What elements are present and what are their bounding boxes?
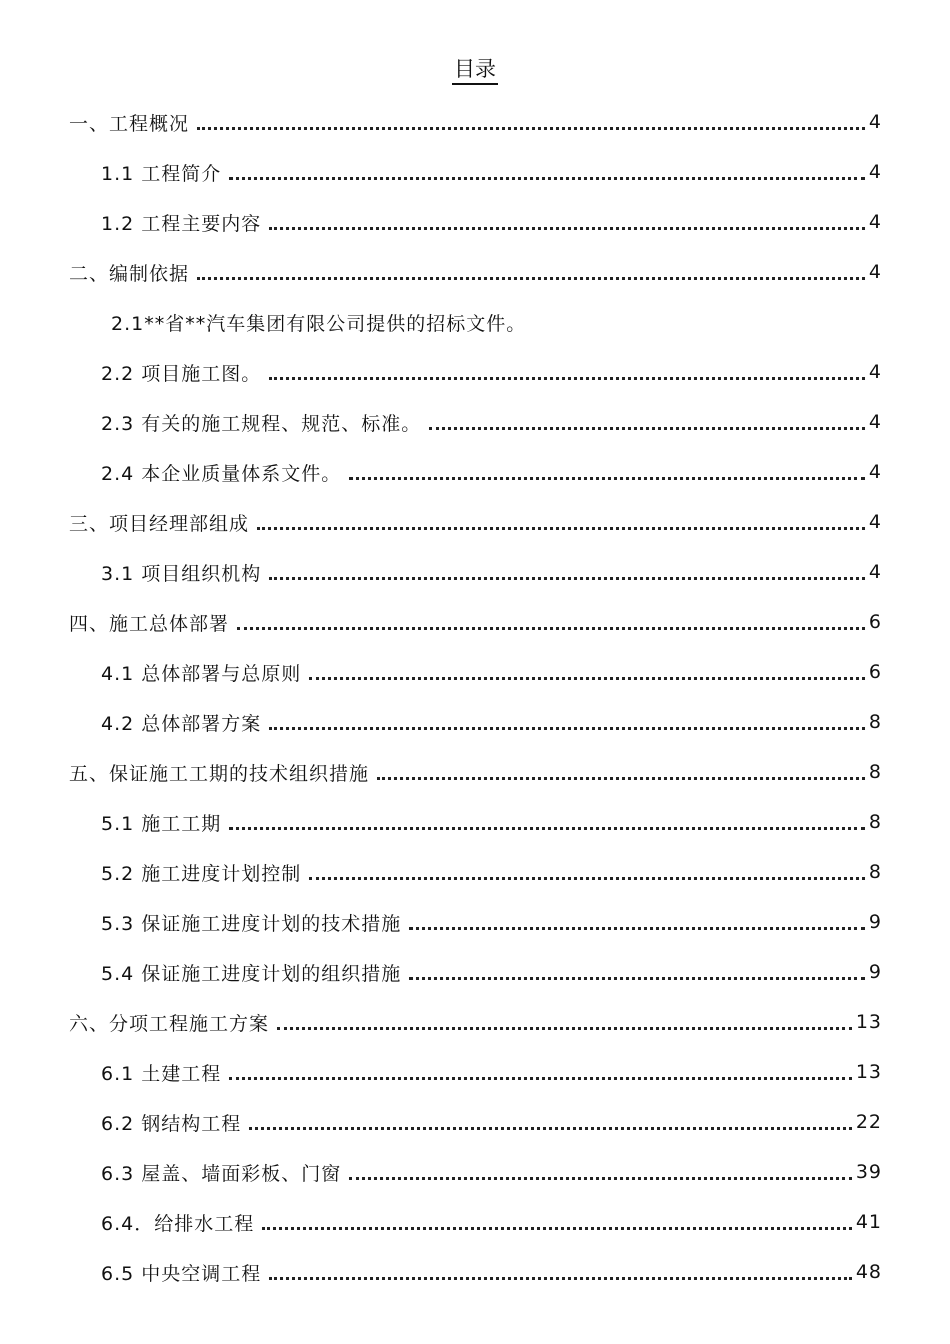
toc-entry-label: 6.5 中央空调工程 — [101, 1262, 262, 1285]
toc-entry[interactable] — [0, 947, 950, 997]
toc-entry[interactable] — [0, 1097, 950, 1147]
toc-dot-leader — [249, 1127, 852, 1130]
toc-entry-page: 8 — [868, 711, 882, 733]
toc-dot-leader — [377, 777, 865, 780]
toc-entry-label: 4.1 总体部署与总原则 — [101, 662, 302, 685]
toc-entry-label: 6.2 钢结构工程 — [101, 1112, 242, 1135]
toc-entry[interactable] — [0, 1047, 950, 1097]
toc-entry-page: 9 — [868, 961, 882, 983]
toc-dot-leader — [229, 177, 865, 180]
toc-dot-leader — [277, 1027, 852, 1030]
toc-entry-page: 4 — [868, 411, 882, 433]
toc-entry-label: 2.2 项目施工图。 — [101, 362, 262, 385]
toc-dot-leader — [309, 877, 865, 880]
toc-entry-label: 3.1 项目组织机构 — [101, 562, 262, 585]
toc-dot-leader — [229, 1077, 852, 1080]
toc-dot-leader — [409, 977, 865, 980]
toc-entry-label: 5.1 施工工期 — [101, 812, 222, 835]
toc-entry[interactable] — [0, 447, 950, 497]
toc-entry[interactable] — [0, 297, 950, 347]
toc-entry-label: 6.4．给排水工程 — [101, 1212, 255, 1235]
toc-entry-label: 5.3 保证施工进度计划的技术措施 — [101, 912, 402, 935]
toc-entry-page: 4 — [868, 161, 882, 183]
toc-dot-leader — [309, 677, 865, 680]
toc-entry-label: 2.1**省**汽车集团有限公司提供的招标文件。 — [111, 312, 527, 335]
toc-entry[interactable] — [0, 1197, 950, 1247]
toc-dot-leader — [257, 527, 865, 530]
toc-entry-page: 4 — [868, 261, 882, 283]
toc-entry-page: 4 — [868, 561, 882, 583]
toc-entry[interactable] — [0, 347, 950, 397]
toc-entry-page: 39 — [855, 1161, 882, 1183]
toc-dot-leader — [269, 1277, 852, 1280]
toc-entry[interactable] — [0, 97, 950, 147]
toc-entry-page: 8 — [868, 861, 882, 883]
toc-title-text: 目录 — [452, 55, 498, 85]
toc-entry-label: 6.1 土建工程 — [101, 1062, 222, 1085]
toc-entry[interactable] — [0, 497, 950, 547]
toc-entry-label: 2.3 有关的施工规程、规范、标准。 — [101, 412, 422, 435]
toc-entry-page: 6 — [868, 661, 882, 683]
toc-entry-label: 二、编制依据 — [69, 262, 190, 285]
toc-entry-page: 8 — [868, 811, 882, 833]
toc-entry-label: 6.3 屋盖、墙面彩板、门窗 — [101, 1162, 342, 1185]
toc-entry[interactable] — [0, 797, 950, 847]
toc-entry-page: 9 — [868, 911, 882, 933]
toc-dot-leader — [269, 577, 865, 580]
toc-dot-leader — [229, 827, 865, 830]
toc-entry[interactable] — [0, 647, 950, 697]
toc-dot-leader — [197, 127, 865, 130]
toc-entry-label: 4.2 总体部署方案 — [101, 712, 262, 735]
toc-dot-leader — [269, 727, 865, 730]
toc-entry[interactable] — [0, 747, 950, 797]
toc-entry-label: 五、保证施工工期的技术组织措施 — [69, 762, 370, 785]
toc-title — [0, 54, 950, 85]
toc-entry[interactable] — [0, 547, 950, 597]
toc-entry-page: 48 — [855, 1261, 882, 1283]
toc-entry[interactable] — [0, 1247, 950, 1297]
toc-entry-label: 四、施工总体部署 — [69, 612, 230, 635]
toc-entry-label: 5.2 施工进度计划控制 — [101, 862, 302, 885]
toc-entry[interactable] — [0, 597, 950, 647]
toc-entry-label: 1.2 工程主要内容 — [101, 212, 262, 235]
toc-entry-page: 4 — [868, 461, 882, 483]
toc-entry[interactable] — [0, 897, 950, 947]
toc-entry-label: 1.1 工程简介 — [101, 162, 222, 185]
toc-entry[interactable] — [0, 847, 950, 897]
toc-entry[interactable] — [0, 1147, 950, 1197]
toc-dot-leader — [349, 1177, 852, 1180]
toc-dot-leader — [429, 427, 865, 430]
toc-entry[interactable] — [0, 247, 950, 297]
toc-dot-leader — [269, 227, 865, 230]
toc-entry-label: 六、分项工程施工方案 — [69, 1012, 270, 1035]
toc-dot-leader — [262, 1227, 852, 1230]
toc-entry-page: 4 — [868, 361, 882, 383]
toc-entry[interactable] — [0, 197, 950, 247]
toc-entry[interactable] — [0, 997, 950, 1047]
toc-entry-page: 4 — [868, 211, 882, 233]
toc-entry-label: 一、工程概况 — [69, 112, 190, 135]
toc-entry-label: 5.4 保证施工进度计划的组织措施 — [101, 962, 402, 985]
toc-dot-leader — [409, 927, 865, 930]
toc-entry-page: 4 — [868, 111, 882, 133]
toc-entry-page: 4 — [868, 511, 882, 533]
toc-dot-leader — [197, 277, 865, 280]
toc-entry-page: 13 — [855, 1011, 882, 1033]
toc-entry[interactable] — [0, 697, 950, 747]
toc-entry-page: 8 — [868, 761, 882, 783]
toc-entry[interactable] — [0, 397, 950, 447]
toc-entry[interactable] — [0, 147, 950, 197]
toc-dot-leader — [349, 477, 865, 480]
toc-dot-leader — [269, 377, 865, 380]
toc-entry-page: 41 — [855, 1211, 882, 1233]
toc-entry-page: 6 — [868, 611, 882, 633]
toc-entry-label: 三、项目经理部组成 — [69, 512, 250, 535]
toc-dot-leader — [237, 627, 865, 630]
toc-entry-label: 2.4 本企业质量体系文件。 — [101, 462, 342, 485]
toc-entry-page: 22 — [855, 1111, 882, 1133]
toc-entry-page: 13 — [855, 1061, 882, 1083]
